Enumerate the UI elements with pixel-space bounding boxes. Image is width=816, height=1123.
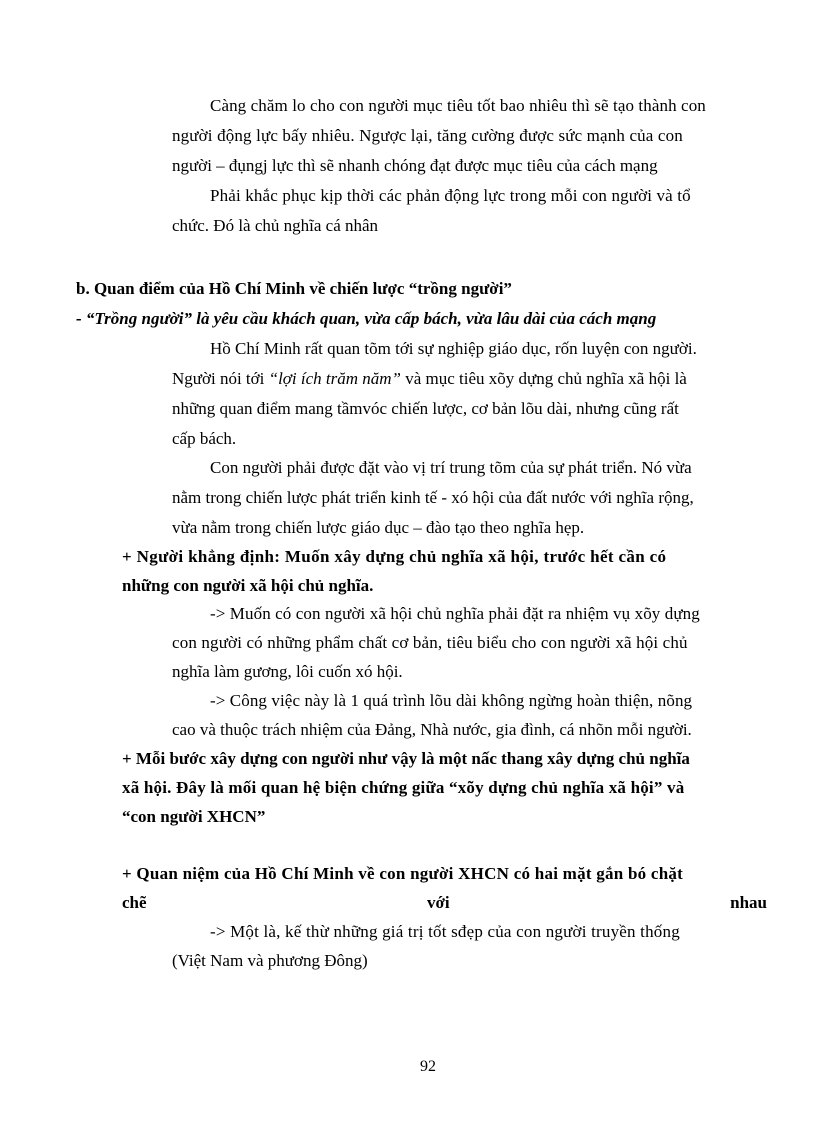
bullet-3-line-2 — [122, 893, 767, 913]
paragraph-3-text-b: và mục tiêu xõy dựng chủ nghĩa xã hội là — [400, 369, 687, 388]
bullet-3-word-2: với — [427, 893, 450, 912]
section-heading-b: b. Quan điểm của Hồ Chí Minh về chiến lược “trồng người” — [76, 279, 512, 298]
paragraph-5-line-2: con người có những phẩm chất cơ bản, tiêu biểu cho con người xã hội chủ — [172, 633, 688, 652]
paragraph-2-line-2: chức. Đó là chủ nghĩa cá nhân — [172, 216, 379, 235]
paragraph-4-line-2: nằm trong chiến lược phát triển kinh tế - xó hội của đất nước với nghĩa rộng, — [172, 488, 694, 507]
bullet-3-word-3: nhau — [730, 893, 767, 912]
paragraph-3-line-3: những quan điểm mang tầmvóc chiến lược, cơ bản lõu dài, nhưng cũng rất — [172, 399, 679, 418]
paragraph-6-line-2: cao và thuộc trách nhiệm của Đảng, Nhà nước, gia đình, cá nhõn mỗi người. — [172, 720, 692, 739]
paragraph-4-line-1: Con người phải được đặt vào vị trí trung tõm của sự phát triển. Nó vừa — [210, 458, 692, 477]
paragraph-6-line-1: -> Công việc này là 1 quá trình lõu dài không ngừng hoàn thiện, nõng — [210, 691, 693, 710]
paragraph-3-line-1: Hồ Chí Minh rất quan tõm tới sự nghiệp giáo dục, rốn luyện con người. — [210, 339, 697, 358]
bullet-2-line-1: + Mỗi bước xây dựng con người như vậy là một nấc thang xây dựng chủ nghĩa — [122, 749, 690, 768]
paragraph-2-line-1: Phải khắc phục kịp thời các phản động lực trong mỗi con người và tổ — [210, 186, 691, 205]
bullet-2-line-3: “con người XHCN” — [122, 807, 266, 826]
bullet-3-line-1: + Quan niệm của Hồ Chí Minh về con người XHCN có hai mặt gắn bó chặt — [122, 864, 684, 883]
page-number: 92 — [420, 1058, 436, 1075]
paragraph-4-line-3: vừa nằm trong chiến lược giáo dục – đào tạo theo nghĩa hẹp. — [172, 518, 585, 537]
paragraph-3-line-2 — [172, 369, 687, 389]
paragraph-5-line-3: nghĩa làm gương, lôi cuốn xó hội. — [172, 662, 403, 681]
bullet-1-line-2: những con người xã hội chủ nghĩa. — [122, 576, 374, 595]
paragraph-7-line-2: (Việt Nam và phương Đông) — [172, 951, 368, 970]
paragraph-3-line-4: cấp bách. — [172, 429, 237, 448]
bullet-3-word-1: chẽ — [122, 893, 147, 912]
bullet-1-line-1: + Người khẳng định: Muốn xây dựng chủ nghĩa xã hội, trước hết cần có — [122, 547, 667, 566]
paragraph-3-text-a: Người nói tới — [172, 369, 269, 388]
bullet-2-line-2: xã hội. Đây là mối quan hệ biện chứng giữa “xõy dựng chủ nghĩa xã hội” và — [122, 778, 685, 797]
paragraph-3-quote: “lợi ích trăm năm” — [268, 369, 401, 388]
paragraph-1-line-2: người động lực bấy nhiêu. Ngược lại, tăng cường được sức mạnh của con — [172, 126, 683, 145]
paragraph-7-line-1: -> Một là, kế thừ những giá trị tốt sđẹp của con người truyền thống — [210, 922, 680, 941]
paragraph-5-line-1: -> Muốn có con người xã hội chủ nghĩa phải đặt ra nhiệm vụ xõy dựng — [210, 604, 700, 623]
paragraph-1-line-3: người – đụngj lực thì sẽ nhanh chóng đạt được mục tiêu của cách mạng — [172, 156, 658, 175]
paragraph-1-line-1: Càng chăm lo cho con người mục tiêu tốt bao nhiêu thì sẽ tạo thành con — [210, 96, 706, 115]
section-subheading: - “Trồng người” là yêu cầu khách quan, vừa cấp bách, vừa lâu dài của cách mạng — [76, 309, 657, 328]
